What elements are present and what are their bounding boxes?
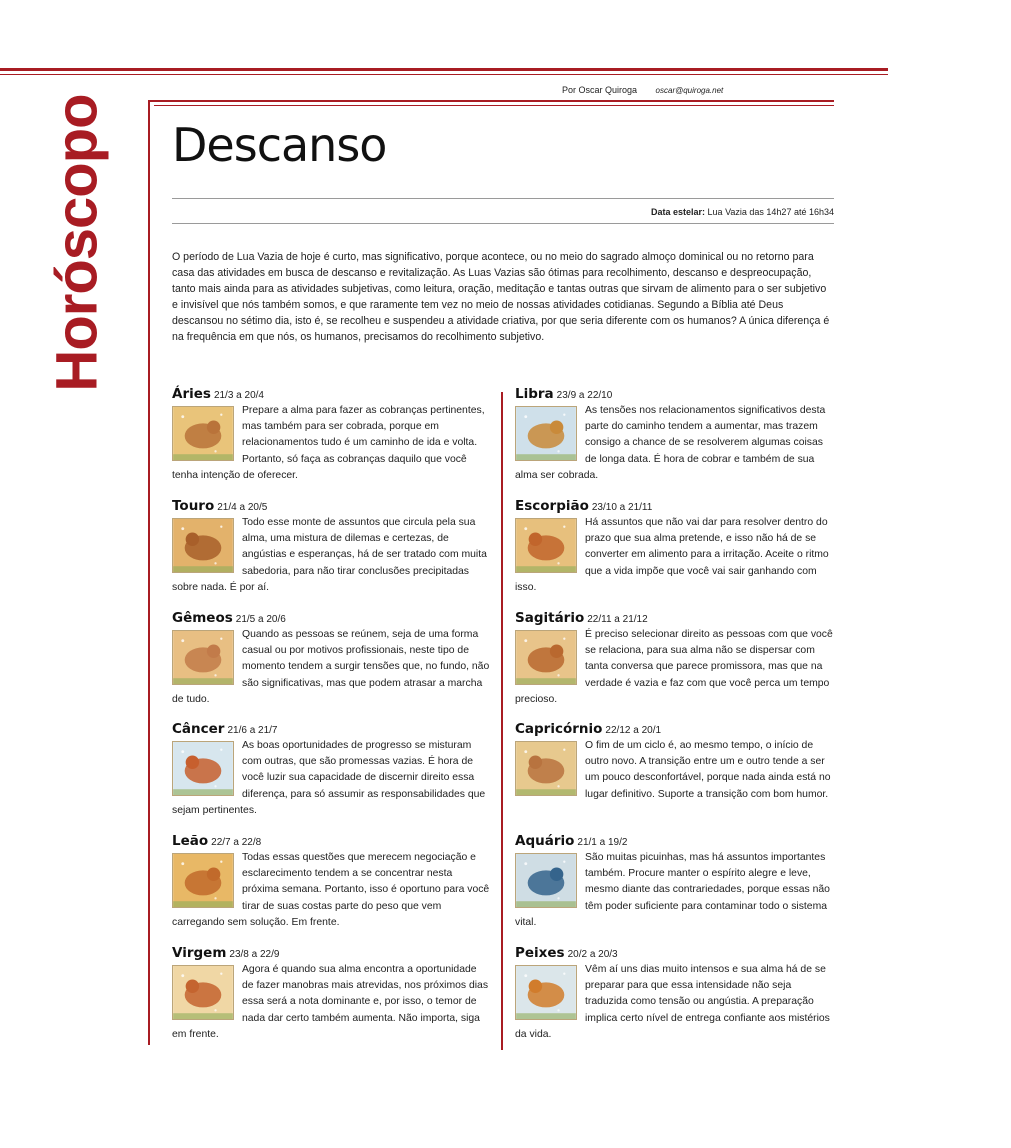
sign-name: Peixes — [515, 945, 565, 961]
aries-ram-icon — [172, 406, 234, 461]
scorpio-scorpion-icon — [515, 518, 577, 573]
sign-title — [172, 946, 490, 962]
sign-title — [172, 834, 490, 850]
sign-body — [172, 962, 490, 1043]
sign-name: Libra — [515, 386, 554, 402]
sign-text: Vêm aí uns dias muito intensos e sua alma há de se preparar para que essa intensidade não seja traduzida como tensão ou angústia. A preparação implica certo nível de entrega confiante aos mistérios da vida. — [515, 964, 830, 1040]
top-rule-thin — [0, 74, 888, 75]
sign-title — [515, 946, 833, 962]
sign-body — [172, 850, 490, 931]
pisces-fish-icon — [515, 965, 577, 1020]
gemini-twins-icon — [172, 630, 234, 685]
sign-dates: 22/11 a 21/12 — [587, 614, 648, 625]
sign-entry — [172, 946, 490, 1043]
sign-name: Sagitário — [515, 610, 585, 626]
section-title — [42, 93, 112, 392]
headline: Descanso — [172, 118, 387, 172]
sign-title — [172, 387, 490, 403]
frame-top-rule — [148, 100, 834, 102]
sign-dates: 21/4 a 20/5 — [217, 502, 268, 513]
sign-dates: 21/1 a 19/2 — [577, 837, 628, 848]
byline-author: Por Oscar Quiroga — [562, 85, 638, 95]
virgo-maiden-icon — [172, 965, 234, 1020]
sign-entry — [172, 722, 490, 819]
star-date-rule — [172, 223, 834, 224]
sign-text: As tensões nos relacionamentos significativos desta parte do caminho tendem a aumentar, mas trazem consigo a chance de se resolverem algumas coisas de longa data. É hora de cobrar e também de sua alma ser cobrada. — [515, 405, 826, 481]
sign-dates: 23/9 a 22/10 — [556, 390, 613, 401]
sign-entry — [172, 499, 490, 596]
star-date-value: Lua Vazia das 14h27 até 16h34 — [707, 207, 834, 217]
sign-dates: 23/8 a 22/9 — [229, 949, 280, 960]
sign-entry — [515, 946, 833, 1043]
taurus-bull-icon — [172, 518, 234, 573]
sign-name: Leão — [172, 833, 209, 849]
sign-body — [172, 738, 490, 819]
sign-text: Prepare a alma para fazer as cobranças pertinentes, mas também para ser cobrada, porque em relacionamentos tudo é um caminho de ida e volta. Portanto, só faça as cobranças daquilo que você tenha intenção de oferecer. — [172, 405, 485, 481]
headline-rule — [172, 198, 834, 199]
sign-text: Há assuntos que não vai dar para resolver dentro do prazo que sua alma pretende, e isso não há de se converter em alimento para a irritação. Aceite o ritmo que a vida impõe que você vai sair ganhando com isso. — [515, 517, 829, 593]
sign-entry — [172, 834, 490, 931]
sign-name: Câncer — [172, 721, 225, 737]
sign-text: Todas essas questões que merecem negociação e esclarecimento tendem a se concentrar nesta próxima semana. Portanto, isso é oportuno para você tirar de suas costas parte do peso que vem carregando sem solução. Em frente. — [172, 852, 490, 928]
sign-body — [515, 627, 833, 708]
sign-entry — [515, 387, 833, 484]
sign-dates: 23/10 a 21/11 — [591, 502, 653, 513]
sign-entry — [515, 611, 833, 708]
sign-name: Virgem — [172, 945, 227, 961]
byline-email: oscar@quiroga.net — [655, 86, 724, 95]
leo-lion-icon — [172, 853, 234, 908]
aquarius-waterbearer-icon — [515, 853, 577, 908]
sign-body — [515, 403, 833, 484]
sign-title — [515, 611, 833, 627]
sign-entry — [515, 722, 833, 803]
sign-dates: 21/5 a 20/6 — [235, 614, 286, 625]
sign-title — [515, 722, 833, 738]
frame-top-rule-thin — [154, 105, 834, 106]
sign-title — [515, 499, 833, 515]
cancer-crab-icon — [172, 741, 234, 796]
star-date-label: Data estelar: — [651, 207, 706, 217]
sign-dates: 21/6 a 21/7 — [227, 725, 278, 736]
capricorn-goat-icon — [515, 741, 577, 796]
byline — [562, 85, 723, 95]
sign-text: As boas oportunidades de progresso se misturam com outras, que são promessas vazias. É hora de você luzir sua capacidade de discernir direito essa diferença, para só assumir as responsabilidades que sejam pertinentes. — [172, 740, 486, 816]
sign-dates: 22/7 a 22/8 — [211, 837, 262, 848]
sign-name: Capricórnio — [515, 721, 603, 737]
star-date — [651, 207, 834, 217]
frame-left-rule — [148, 100, 150, 1045]
sign-body — [515, 850, 833, 931]
sign-body — [515, 515, 833, 596]
sign-body — [172, 627, 490, 708]
sagittarius-centaur-icon — [515, 630, 577, 685]
sign-name: Áries — [172, 386, 211, 402]
sign-dates: 20/2 a 20/3 — [567, 949, 618, 960]
top-rule-thick — [0, 68, 888, 71]
section-title-text: Horóscopo — [44, 93, 110, 392]
sign-title — [172, 499, 490, 515]
sign-text: O fim de um ciclo é, ao mesmo tempo, o início de outro novo. A transição entre um e outro tende a ser um pouco desconfortável, porque nada ainda está no lugar definitivo. Suporte a transição com bom humor. — [585, 740, 831, 800]
sign-name: Escorpião — [515, 498, 589, 514]
sign-entry — [172, 387, 490, 484]
libra-scales-icon — [515, 406, 577, 461]
sign-dates: 22/12 a 20/1 — [605, 725, 662, 736]
column-divider — [501, 392, 503, 1050]
sign-name: Aquário — [515, 833, 575, 849]
sign-text: Agora é quando sua alma encontra a oportunidade de fazer manobras mais atrevidas, nos próximos dias essa será a nota dominante e, por isso, o temor de nada dar certo também aumenta. Não importa, siga em frente. — [172, 964, 489, 1040]
sign-dates: 21/3 a 20/4 — [213, 390, 264, 401]
sign-name: Gêmeos — [172, 610, 233, 626]
sign-text: São muitas picuinhas, mas há assuntos importantes também. Procure manter o espírito alegre e leve, mesmo diante das contrariedades, porque essas não têm poder suficiente para contaminar todo o sistema vital. — [515, 852, 830, 928]
intro-paragraph: O período de Lua Vazia de hoje é curto, mas significativo, porque acontece, ou no meio do sagrado almoço dominical ou no retorno para casa das atividades em busca de descanso e revitalização. As Luas Vazias são ótimas para recolhimento, descanso e despreocupação, tanto mais ainda para as atividades subjetivas, como leitura, oração, meditação e tantas outras que sirvam de alimento para o ser subjetivo e invisível que nós também somos, e que raramente tem vez no meio de nossas atividades cotidianas. Segundo a Bíblia até Deus descansou no sétimo dia, isto é, se recolheu e suspendeu a atividade criativa, por que seria diferente com os humanos? A única diferença é na frequência em que nós, os humanos, precisamos do recolhimento subjetivo. — [172, 251, 830, 344]
sign-title — [172, 722, 490, 738]
sign-entry — [515, 499, 833, 596]
sign-entry — [515, 834, 833, 931]
sign-entry — [172, 611, 490, 708]
sign-text: Quando as pessoas se reúnem, seja de uma forma casual ou por motivos profissionais, neste tipo de momento tendem a surgir tensões que, no fundo, não são significativas, mas que podem atrasar a marcha de tudo. — [172, 629, 490, 705]
sign-title — [515, 834, 833, 850]
sign-body — [515, 738, 833, 803]
sign-text: Todo esse monte de assuntos que circula pela sua alma, uma mistura de dilemas e certezas, de angústias e esperanças, há de ser tratado com muita sabedoria, para não tirar conclusões precipitadas sobre nada. É por aí. — [172, 517, 487, 593]
sign-body — [172, 403, 490, 484]
sign-body — [515, 962, 833, 1043]
sign-title — [515, 387, 833, 403]
sign-title — [172, 611, 490, 627]
sign-text: É preciso selecionar direito as pessoas com que você se relaciona, para sua alma não se dispersar com tanta conversa que parece promissora, mas que na verdade é vazia e faz com que você perca um tempo precioso. — [515, 629, 833, 705]
sign-body — [172, 515, 490, 596]
sign-name: Touro — [172, 498, 215, 514]
